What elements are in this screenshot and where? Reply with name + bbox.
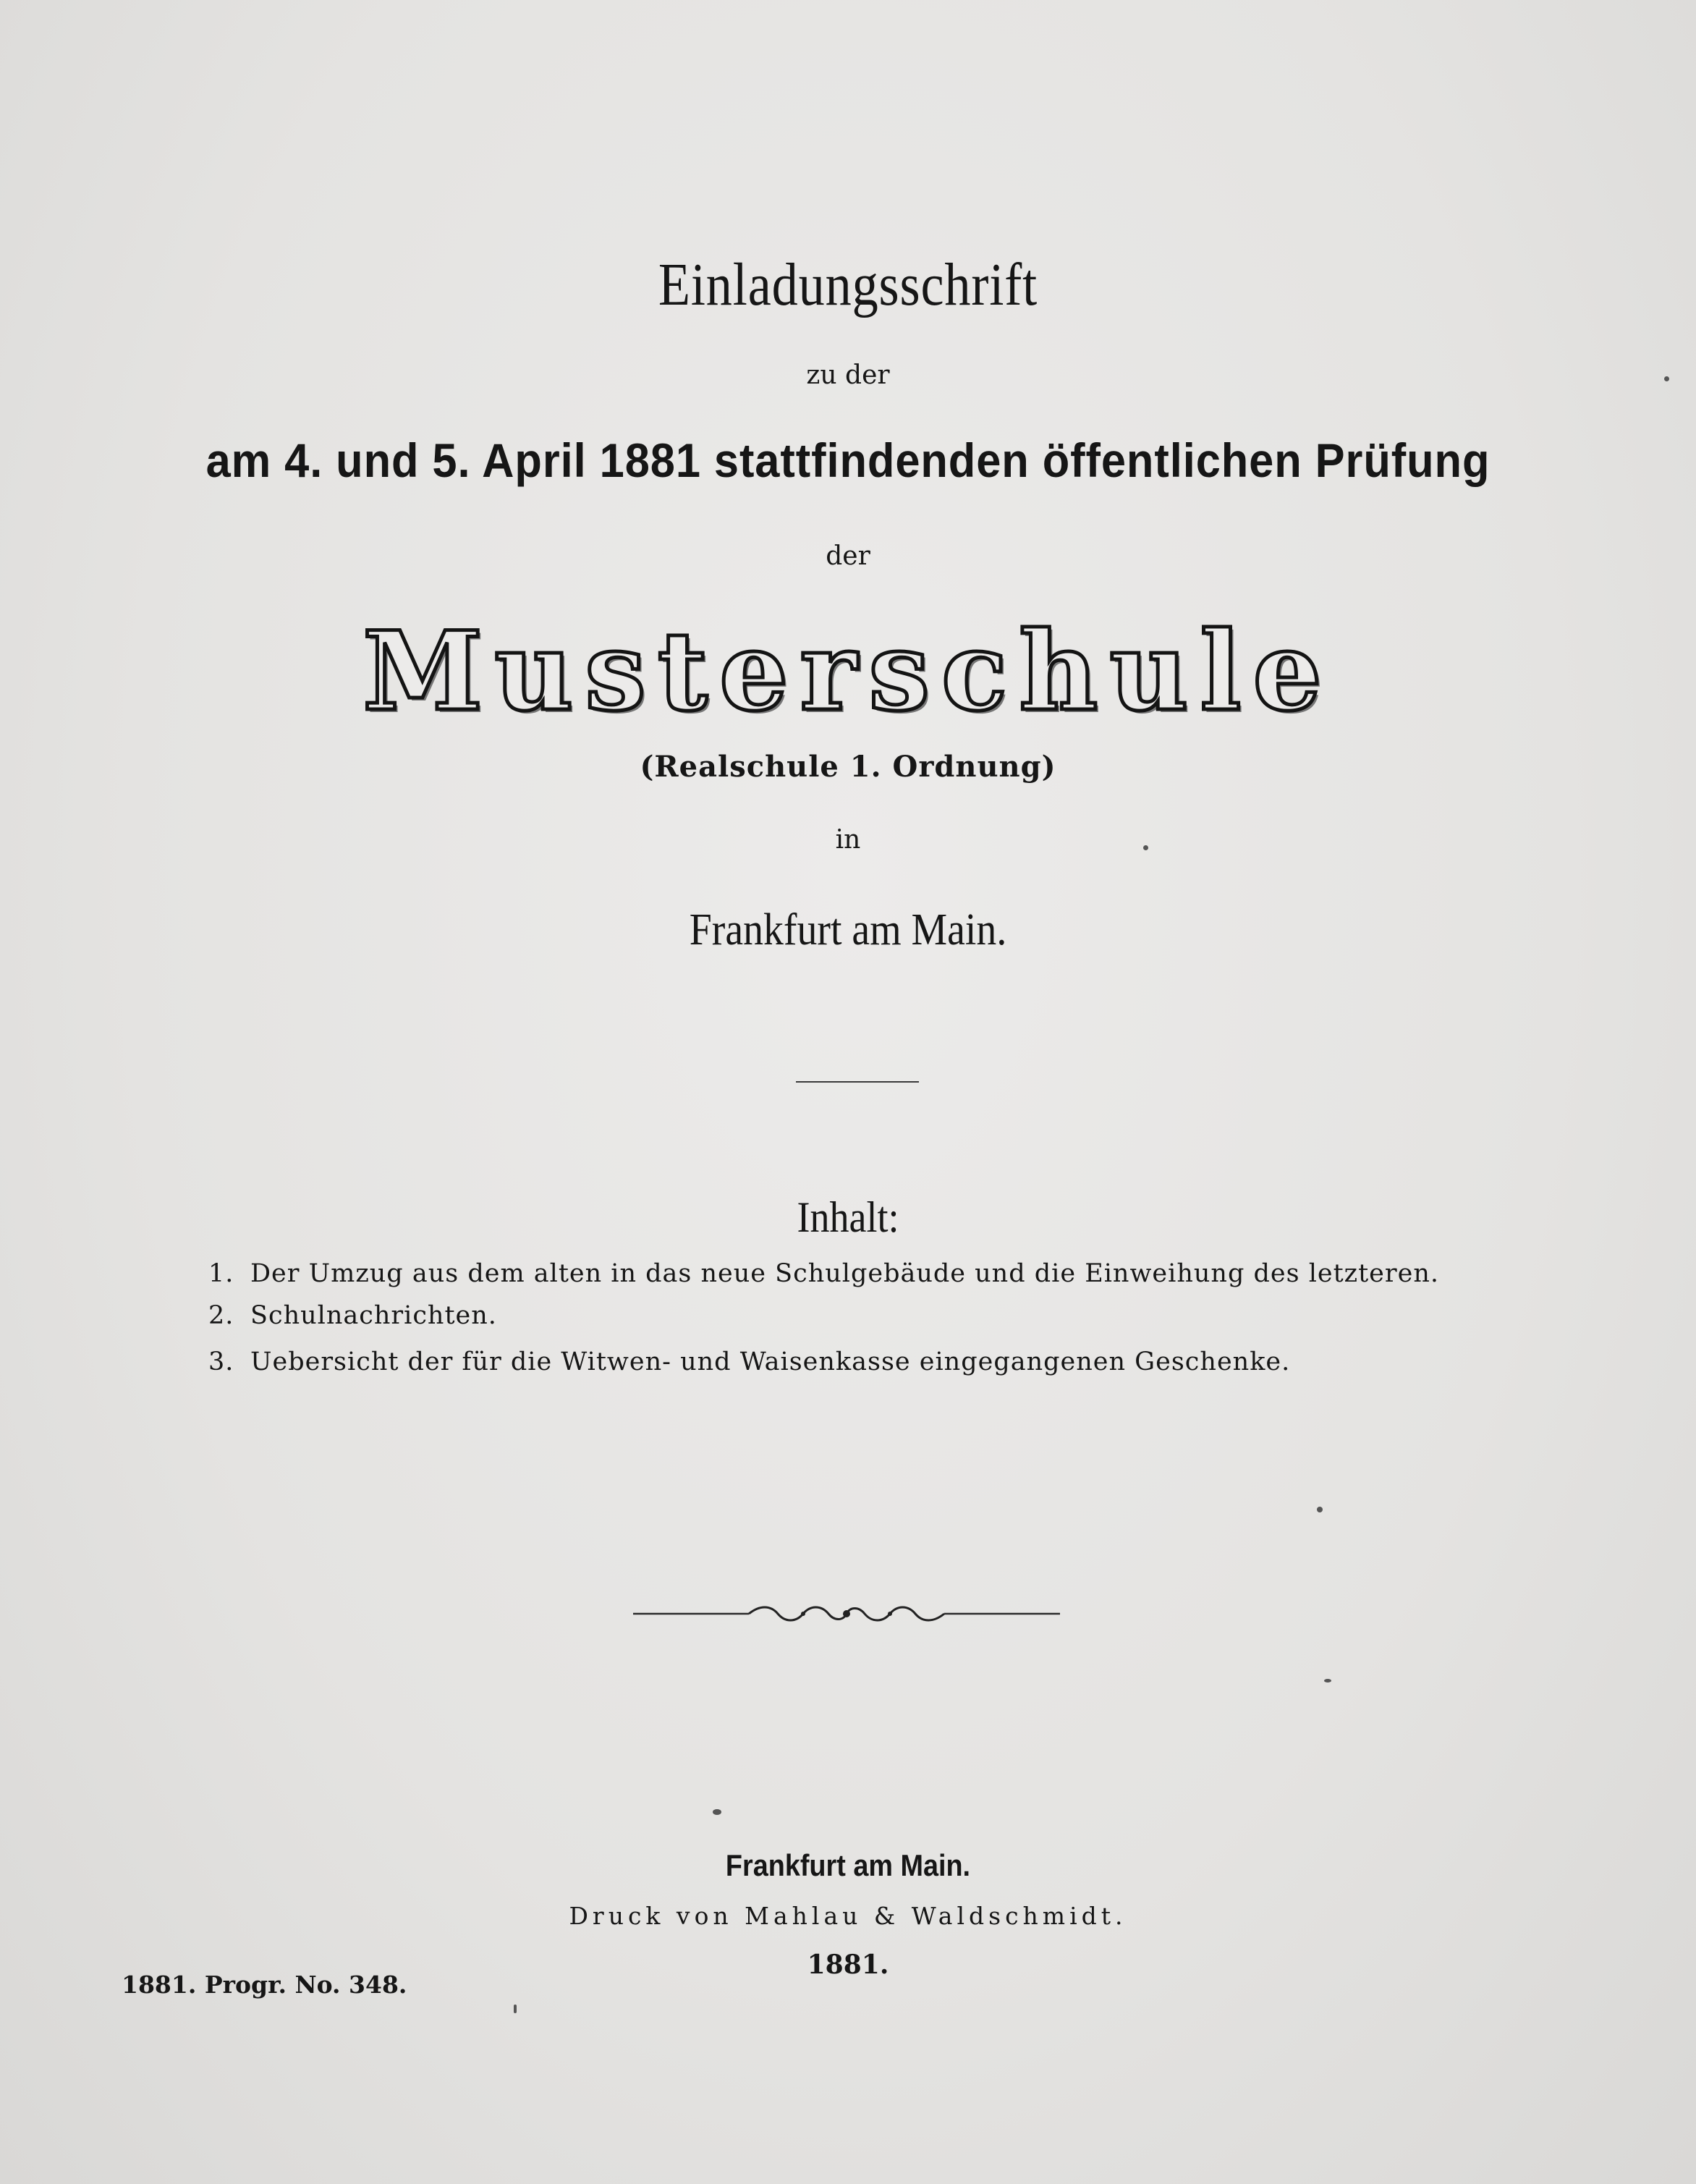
subtitle-connector: der — [826, 541, 870, 571]
imprint-year: 1881. — [807, 1950, 889, 1980]
contents-item-number: 2. — [208, 1301, 234, 1330]
contents-item-text: Schulnachrichten. — [250, 1301, 497, 1330]
paper-speck — [1143, 845, 1148, 850]
contents-item-text: Der Umzug aus dem alten in das neue Schulgebäude und die Einweihung des letzteren. — [250, 1259, 1440, 1288]
location-prefix: in — [835, 825, 861, 855]
paper-speck — [1664, 376, 1669, 381]
school-name: Musterschule — [362, 608, 1334, 735]
contents-item — [208, 1347, 1475, 1376]
program-number: 1881. Progr. No. 348. — [122, 1971, 407, 1999]
imprint-city: Frankfurt am Main. — [725, 1848, 971, 1882]
contents-heading: Inhalt: — [797, 1193, 899, 1241]
contents-item-number: 1. — [208, 1259, 234, 1288]
paper-speck — [514, 2005, 517, 2013]
printer-line: Druck von Mahlau & Waldschmidt. — [569, 1902, 1127, 1930]
contents-item-text: Uebersicht der für die Witwen- und Waisenkasse eingegangenen Geschenke. — [250, 1347, 1291, 1376]
contents-item — [208, 1301, 1475, 1330]
school-type: (Realschule 1. Ordnung) — [640, 750, 1056, 784]
subtitle-prefix: zu der — [806, 360, 890, 390]
contents-item — [208, 1259, 1475, 1288]
paper-speck — [1317, 1507, 1323, 1512]
contents-item-number: 3. — [208, 1347, 234, 1376]
document-title: Einladungsschrift — [658, 251, 1038, 318]
ornamental-divider-icon — [633, 1599, 1060, 1628]
divider-rule — [796, 1081, 919, 1083]
city-name: Frankfurt am Main. — [689, 905, 1007, 955]
paper-speck — [1324, 1679, 1331, 1683]
paper-speck — [713, 1809, 721, 1815]
exam-announcement: am 4. und 5. April 1881 stattfindenden öffentlichen Prüfung — [205, 433, 1491, 487]
